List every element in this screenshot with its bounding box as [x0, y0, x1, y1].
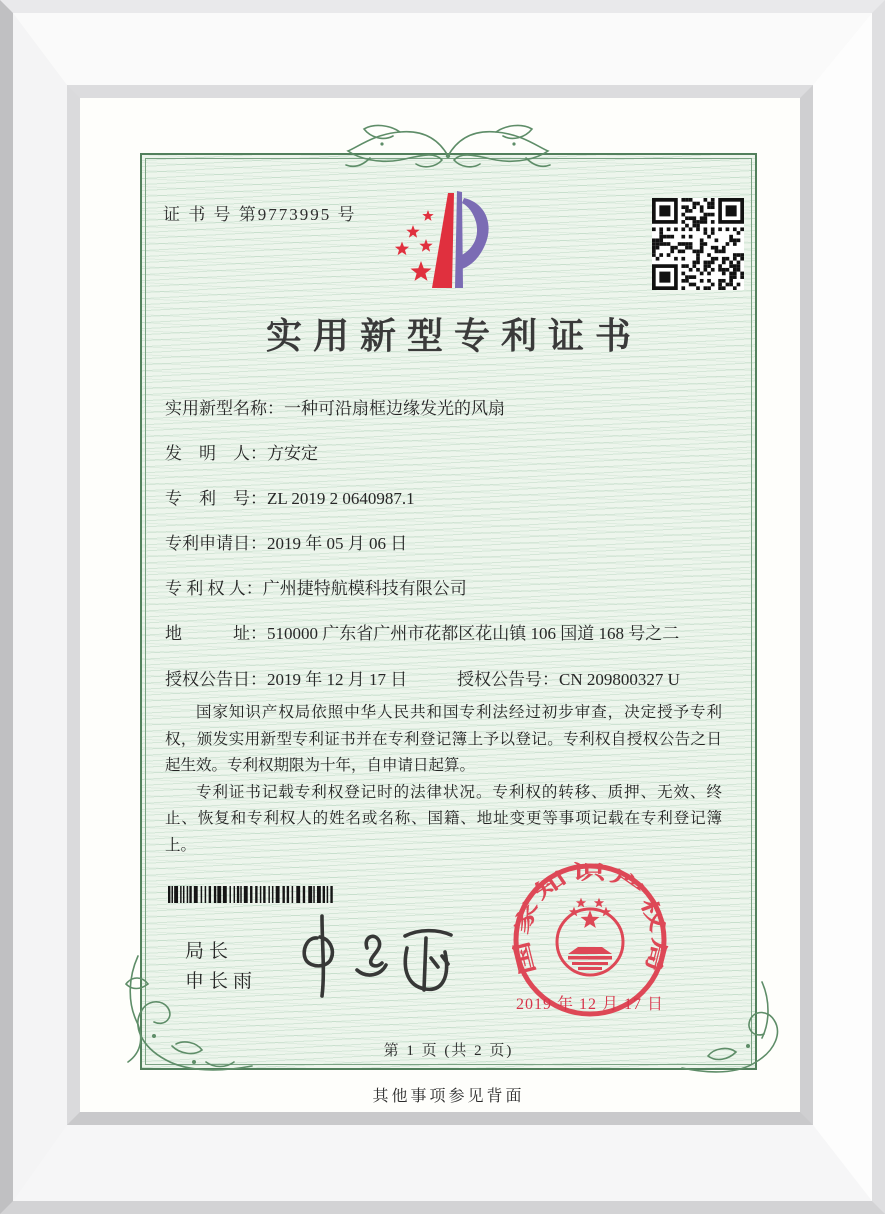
field-row — [165, 578, 679, 599]
field-row — [165, 623, 679, 644]
grant-number — [457, 665, 680, 690]
field-label: 专利申请日： — [165, 534, 267, 553]
signer-name: 申长雨 — [185, 971, 258, 992]
field-label: 实用新型名称： — [165, 399, 284, 418]
director-signature — [285, 906, 470, 1006]
legal-text — [165, 700, 722, 859]
legal-paragraph-1: 国家知识产权局依照中华人民共和国专利法经过初步审查，决定授予专利权，颁发实用新型专利证书并在专利登记簿上予以登记。专利权自授权公告之日起生效。专利权期限为十年，自申请日起算。 — [165, 704, 722, 774]
signer-title: 局长 — [185, 941, 234, 962]
field-value: ZL 2019 2 0640987.1 — [267, 489, 415, 508]
qr-code — [652, 198, 744, 290]
field-value: 广州捷特航模科技有限公司 — [262, 579, 467, 598]
field-row — [165, 533, 679, 554]
grant-number-label: 授权公告号： — [457, 670, 559, 689]
certificate-number: 证 书 号 第9773995 号 — [163, 205, 357, 224]
field-row — [165, 488, 679, 509]
field-value: 方安定 — [267, 444, 318, 463]
grant-number-value: CN 209800327 U — [559, 670, 680, 689]
certificate-title: 实用新型专利证书 — [265, 316, 642, 356]
legal-paragraph-2: 专利证书记载专利权登记时的法律状况。专利权的转移、质押、无效、终止、恢复和专利权人的姓名或名称、国籍、地址变更等事项记载在专利登记簿上。 — [165, 783, 722, 854]
grant-date-value: 2019 年 12 月 17 日 — [267, 670, 408, 689]
seal-ring-text: 国家知识产权局 — [510, 862, 671, 977]
grant-date — [165, 665, 457, 690]
field-row — [165, 398, 679, 419]
field-label: 专 利 权 人： — [165, 579, 263, 598]
field-value: 一种可沿扇框边缘发光的风扇 — [284, 399, 505, 418]
field-label: 地 址： — [165, 624, 267, 643]
field-value: 2019 年 05 月 06 日 — [267, 534, 408, 553]
field-row — [165, 443, 679, 464]
seal-date: 2019 年 12 月 17 日 — [515, 996, 664, 1013]
field-label: 专 利 号： — [165, 489, 267, 508]
cnipa-patent-logo-icon — [372, 186, 490, 296]
field-label: 发 明 人： — [165, 444, 267, 463]
certificate-page — [80, 98, 800, 1112]
back-side-note: 其他事项参见背面 — [372, 1088, 525, 1105]
grant-date-label: 授权公告日： — [165, 670, 267, 689]
field-value: 510000 广东省广州市花都区花山镇 106 国道 168 号之二 — [267, 624, 680, 643]
page-indicator: 第 1 页 (共 2 页) — [383, 1043, 514, 1059]
grant-row — [165, 665, 680, 690]
field-list — [165, 398, 679, 644]
barcode — [168, 886, 333, 903]
